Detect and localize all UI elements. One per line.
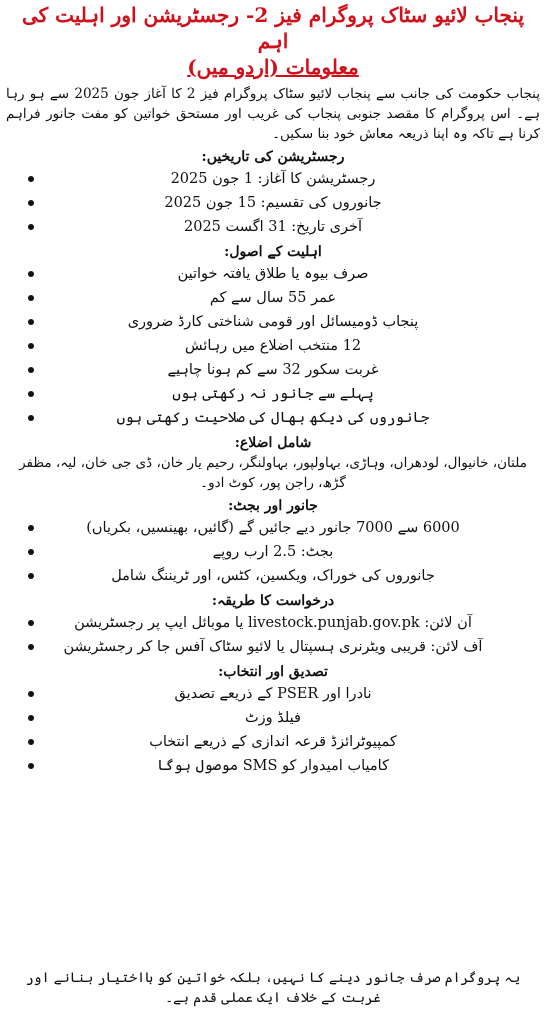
list-item: جانوروں کی خوراک، ویکسین، کٹس، اور ٹریننگ شامل (6, 564, 540, 588)
list-item: غربت سکور 32 سے کم ہونا چاہیے (6, 358, 540, 382)
eligibility-list (6, 262, 540, 430)
bullet-icon (28, 620, 34, 626)
bullet-icon (28, 176, 34, 182)
bullet-icon (28, 573, 34, 579)
bullet-icon (28, 644, 34, 650)
bullet-icon (28, 691, 34, 697)
intro-paragraph: پنجاب حکومت کی جانب سے پنجاب لائیو سٹاک پروگرام فیز 2 کا آغاز جون 2025 سے ہو رہا ہے۔ اس پروگرام کا مقصد جنوبی پنجاب کی غریب اور مستحق خواتین کو مفت جانور فراہم کرنا ہے تاکہ وہ اپنا ذریعہ معاش خود بنا سکیں۔ (6, 86, 540, 142)
title-line-2: معلومات (اردو میں) (187, 55, 359, 79)
apply-list (6, 611, 540, 659)
page-title (6, 0, 540, 80)
bullet-icon (28, 549, 34, 555)
list-item: کمپیوٹرائزڈ قرعہ اندازی کے ذریعے انتخاب (6, 730, 540, 754)
list-item: آن لائن: livestock.punjab.gov.pk یا موبائل ایپ پر رجسٹریشن (6, 611, 540, 635)
list-item: بجٹ: 2.5 ارب روپے (6, 540, 540, 564)
list-item: کامیاب امیدوار کو SMS موصول ہوگا (6, 754, 540, 778)
eligibility-heading: اہلیت کے اصول: (224, 244, 322, 260)
verification-heading: تصدیق اور انتخاب: (218, 664, 328, 680)
bullet-icon (28, 200, 34, 206)
list-item: آخری تاریخ: 31 اگست 2025 (6, 215, 540, 239)
list-item: آف لائن: قریبی ویٹرنری ہسپتال یا لائیو سٹاک آفس جا کر رجسٹریشن (6, 635, 540, 659)
list-item: پنجاب ڈومیسائل اور قومی شناختی کارڈ ضروری (6, 310, 540, 334)
title-line-1: پنجاب لائیو سٹاک پروگرام فیز 2- رجسٹریشن اور اہلیت کی اہم (21, 3, 525, 53)
list-item: 6000 سے 7000 جانور دیے جائیں گے (گائیں، بھینسیں، بکریاں) (6, 516, 540, 540)
verification-list (6, 682, 540, 778)
bullet-icon (28, 271, 34, 277)
bullet-icon (28, 739, 34, 745)
footer-text: یہ پروگرام صرف جانور دینے کا نہیں، بلکہ خواتین کو بااختیار بنانے اور غربت کے خلاف ایک عملی قدم ہے۔ (25, 970, 521, 1006)
bullet-icon (28, 763, 34, 769)
list-item: فیلڈ وزٹ (6, 706, 540, 730)
list-item: جانوروں کی تقسیم: 15 جون 2025 (6, 191, 540, 215)
apply-heading: درخواست کا طریقہ: (211, 593, 335, 609)
list-item: 12 منتخب اضلاع میں رہائش (6, 334, 540, 358)
bullet-icon (28, 343, 34, 349)
list-item: جانوروں کی دیکھ بھال کی صلاحیت رکھتی ہوں (6, 406, 540, 430)
list-item: عمر 55 سال سے کم (6, 286, 540, 310)
bullet-icon (28, 715, 34, 721)
bullet-icon (28, 415, 34, 421)
bullet-icon (28, 319, 34, 325)
list-item: صرف بیوہ یا طلاق یافتہ خواتین (6, 262, 540, 286)
list-item: نادرا اور PSER کے ذریعے تصدیق (6, 682, 540, 706)
budget-list (6, 516, 540, 588)
budget-heading: جانور اور بجٹ: (228, 498, 318, 514)
list-item: رجسٹریشن کا آغاز: 1 جون 2025 (6, 167, 540, 191)
bullet-icon (28, 391, 34, 397)
bullet-icon (28, 295, 34, 301)
districts-text: ملتان، خانیوال، لودھراں، وہاڑی، بہاولپور، بہاولنگر، رحیم یار خان، ڈی جی خان، لیہ، مظفر گڑھ، راجن پور، کوٹ ادو۔ (19, 455, 527, 491)
dates-list (6, 167, 540, 239)
bullet-icon (28, 525, 34, 531)
districts-heading: شامل اضلاع: (234, 435, 312, 451)
dates-heading: رجسٹریشن کی تاریخیں: (201, 149, 345, 165)
bullet-icon (28, 367, 34, 373)
list-item: پہلے سے جانور نہ رکھتی ہوں (6, 382, 540, 406)
bullet-icon (28, 224, 34, 230)
